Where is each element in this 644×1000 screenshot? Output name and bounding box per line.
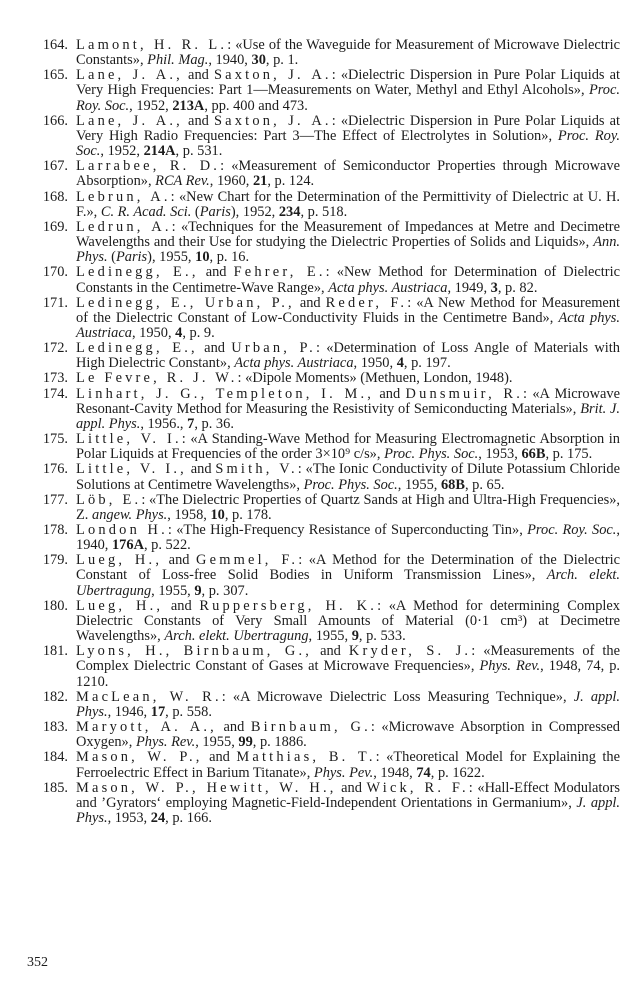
reference-number: 181. [42,643,68,660]
journal-title: Paris [115,249,148,266]
reference-entry [32,371,620,386]
author-name: Dunsmuir, R. [405,385,523,402]
citation-text: : «A Standing-Wave Method for Measuring Electromagnetic Absorption in Polar Liquids at Frequencies of the order 3×10⁹ c/s», [76,431,620,463]
citation-text: , 1953, [478,446,522,463]
volume-number: 9 [351,628,359,645]
reference-entry [32,220,620,265]
reference-text [76,523,620,553]
citation-text: , p. 197. [403,355,451,372]
author-name: Smith, V. [215,461,298,478]
reference-text [76,341,620,371]
reference-number: 169. [42,218,68,235]
reference-number: 173. [42,370,68,387]
reference-entry [32,68,620,113]
citation-text: , 1953, [107,809,151,826]
reference-entry [32,265,620,295]
reference-entry [32,114,620,159]
journal-title: Proc. Phys. Soc. [384,446,479,463]
reference-number: 185. [42,779,68,796]
reference-number: 165. [42,67,68,84]
volume-number: 99 [238,734,253,751]
citation-text: : «New Chart for the Determination of the Permittivity of Dielectric at U. H. F.», [76,188,620,220]
reference-text [76,68,620,113]
citation-text: , p. 307. [201,582,249,599]
reference-text [76,159,620,189]
journal-title: Proc. Roy. Soc. [527,522,617,538]
citation-text: , p. 522. [143,537,191,554]
volume-number: 17 [150,703,166,720]
author-name: Reder, F. [325,294,408,311]
volume-number: 24 [150,809,166,826]
reference-text [76,190,620,220]
reference-entry [32,38,620,68]
citation-text: : «Dielectric Dispersion in Pure Polar Liquids at Very High Frequencies: Part 1—Measurements on Water, Methyl and Ethyl Alcohols», [76,67,621,99]
author-name: Lueg, H., [76,597,164,614]
reference-entry [32,190,620,220]
author-name: Urban, P. [231,340,316,357]
citation-text: and [182,112,214,129]
reference-text [76,599,620,644]
reference-number: 172. [42,340,68,357]
reference-entry [32,720,620,750]
citation-text: : «Microwave Absorption in Compressed Oxygen», [76,719,620,751]
journal-title: Brit. J. appl. Phys. [76,400,620,432]
journal-title: Arch. elekt. Ubertragung [164,628,309,645]
journal-title: Phil. Mag. [147,52,209,69]
citation-text: : «Dielectric Dispersion in Pure Polar Liquids at Very High Radio Frequencies: Part 3—The Effect of Electrolytes in Solution», [76,112,621,144]
reference-number: 178. [42,522,68,538]
reference-text [76,296,620,341]
reference-entry [32,493,620,523]
author-name: Le Fevre, R. J. W. [76,370,238,387]
citation-text: , 1955, [308,628,352,645]
author-name: Maryott, A. A., [76,719,217,736]
citation-text: , 1960, [209,173,253,190]
citation-text: , 1955, [397,476,441,493]
author-name: Löb, E. [76,491,142,508]
author-name: Saxton, J. A. [213,67,332,84]
citation-text: , 1940, [208,52,252,69]
journal-title: Phys. Pev. [313,764,374,781]
citation-text: , p. 175. [545,446,593,463]
author-name: Mason, W. P., Hewitt, W. H., [76,779,337,796]
reference-text [76,720,620,750]
volume-number: 214A [143,143,176,160]
reference-text [76,265,620,295]
reference-number: 166. [42,112,68,129]
citation-text: , pp. 400 and 473. [204,97,308,114]
journal-title: RCA Rev. [155,173,210,190]
journal-title: angew. Phys. [92,506,168,523]
author-name: Ledrun, A. [76,218,172,235]
citation-text: ( [107,249,116,266]
author-name: Ledinegg, E., [76,264,199,281]
citation-text: , p. 531. [175,143,223,160]
volume-number: 176A [111,537,144,554]
reference-text [76,387,620,432]
journal-title: Proc. Phys. Soc. [303,476,398,493]
journal-title: Acta phys. Austriaca [76,309,620,341]
citation-text: and [182,67,214,84]
citation-text: : «Dipole Moments» (Methuen, London, 1948). [237,370,513,387]
reference-entry [32,599,620,644]
reference-entry [32,462,620,492]
citation-text: , 1956., [140,415,188,432]
reference-number: 180. [42,597,68,614]
citation-text: , 1955, [195,734,239,751]
reference-text [76,690,620,720]
reference-entry [32,781,620,826]
citation-text: and [336,779,367,796]
volume-number: 74 [416,764,431,781]
reference-number: 183. [42,719,68,736]
author-name: Birnbaum, G. [250,719,371,736]
citation-text: : «Hall-Effect Modulators and ’Gyrators‘ employing Magnetic-Field-Independent Orientations in Germanium», [76,779,621,811]
volume-number: 66B [521,446,546,463]
citation-text: , p. 558. [165,703,212,720]
citation-text: : «The High-Frequency Resistance of Superconducting Tin», [167,522,528,538]
author-name: Lyons, H., Birnbaum, G., [76,643,313,660]
author-name: Fehrer, E. [233,264,326,281]
citation-text: , 1950, [353,355,397,372]
reference-entry [32,750,620,780]
reference-number: 179. [42,552,68,569]
citation-text: , 1940, [76,522,620,554]
citation-text: : «Measurement of Semiconductor Properties through Microwave Absorption», [76,158,620,190]
author-name: Lueg, H., [76,552,163,569]
reference-entry [32,432,620,462]
reference-number: 164. [42,37,68,53]
author-name: Mason, W. P., [76,749,203,766]
reference-number: 167. [42,158,68,175]
reference-number: 182. [42,688,68,705]
author-name: Little, V. I., [76,461,187,478]
volume-number: 234 [278,203,301,220]
author-name: MacLean, W. R. [76,688,222,705]
citation-text: , 1958, [167,506,211,523]
author-name: Gemmel, F. [196,552,299,569]
citation-text: : «A Microwave Dielectric Loss Measuring Technique», [221,688,574,705]
citation-text: ( [191,203,200,220]
citation-text: , p. 533. [358,628,406,645]
volume-number: 213A [172,97,205,114]
author-name: Ledinegg, E., Urban, P., [76,294,295,311]
reference-entry [32,159,620,189]
citation-text: , p. 36. [194,415,234,432]
citation-text: : «A Method for the Determination of the Dielectric Constant of Loss-free Solid Bodies in Uniform Transmission Lines», [76,552,621,584]
citation-text: , 1952, [129,97,173,114]
citation-text: ), 1952, [230,203,279,220]
volume-number: 4 [175,324,183,341]
citation-text: and [197,340,232,357]
page-number: 352 [27,955,48,970]
citation-text: , p. 1622. [430,764,485,781]
author-name: Lane, J. A., [76,67,183,84]
journal-title: Acta phys. Austriaca [234,355,354,372]
citation-text: : «A New Method for Measurement of the Dielectric Constant of Low-Conductivity Fluids in the Centimetre Band», [76,294,620,326]
author-name: Lamont, H. R. L. [76,37,228,53]
citation-text: and [163,597,200,614]
citation-text: , p. 1. [265,52,299,69]
reference-number: 174. [42,385,68,402]
author-name: Larrabee, R. D. [76,158,221,175]
author-name: Ruppersberg, H. K. [199,597,378,614]
citation-text: : «A Method for determining Complex Dielectric Constants of Very Small Amounts of Material (0·1 cm³) at Decimetre Wavelengths», [76,597,620,645]
reference-text [76,371,620,386]
citation-text: : «Use of the Waveguide for Measurement of Microwave Dielectric Constants», [76,37,620,69]
reference-number: 176. [42,461,68,478]
citation-text: : «Theoretical Model for Explaining the Ferroelectric Effect in Barium Titanate», [76,749,620,781]
reference-entry [32,296,620,341]
citation-text: and [294,294,326,311]
volume-number: 3 [490,279,498,296]
volume-number: 9 [194,582,202,599]
author-name: Little, V. I. [76,431,182,448]
reference-number: 177. [42,491,68,508]
citation-text: , 1949, [447,279,491,296]
journal-title: Proc. Roy. Soc. [76,127,621,160]
author-name: Linhart, J. G., Templeton, I. M., [76,385,375,402]
volume-number: 10 [195,249,210,266]
reference-text [76,750,620,780]
journal-title: C. R. Acad. Sci. [100,203,192,220]
author-name: Lebrun, A. [76,188,171,205]
citation-text: , p. 166. [165,809,212,826]
reference-entry [32,387,620,432]
author-name: Ledinegg, E., [76,340,198,357]
reference-text [76,781,620,826]
volume-number: 30 [251,52,266,69]
citation-text: , p. 178. [224,506,272,523]
reference-entry [32,644,620,689]
volume-number: 7 [187,415,195,432]
author-name: Saxton, J. A. [213,112,332,129]
citation-text: , p. 16. [209,249,250,266]
citation-text: , 1948, 74, p. 1210. [76,658,620,690]
reference-text [76,493,620,523]
reference-text [76,462,620,492]
citation-text: , 1952, [100,143,144,160]
reference-text [76,38,620,68]
author-name: London H. [76,522,168,538]
citation-text: , p. 518. [300,203,348,220]
journal-title: Phys. Rev. [135,734,196,751]
citation-text: , p. 9. [182,324,215,341]
citation-text: and [162,552,197,569]
author-name: Lane, J. A., [76,112,183,129]
citation-text: , 1955, [151,582,195,599]
citation-text: and [198,264,234,281]
citation-text: and [202,749,237,766]
reference-text [76,220,620,265]
citation-text: and [186,461,216,478]
citation-text: : «New Method for Determination of Dielectric Constants in the Centimetre-Wave Range», [76,264,620,296]
author-name: Kryder, S. J. [348,643,472,660]
reference-entry [32,341,620,371]
reference-number: 184. [42,749,68,766]
reference-entry [32,690,620,720]
citation-text: : «Measurements of the Complex Dielectric Constant of Gases at Microwave Frequencies», [76,643,620,675]
citation-text: ), 1955, [147,249,196,266]
citation-text: and [216,719,251,736]
journal-title: Arch. elekt. Ubertragung [76,567,620,599]
journal-title: Paris [199,203,231,220]
reference-text [76,114,620,159]
citation-text: and [312,643,349,660]
author-name: Wick, R. F. [366,779,469,796]
reference-text [76,644,620,689]
citation-text: : «The Ionic Conductivity of Dilute Potassium Chloride Solutions at Centimetre Wavelengths», [76,461,620,493]
journal-title: Phys. Rev. [479,658,541,675]
citation-text: , p. 82. [497,279,538,296]
journal-title: J. appl. Phys. [76,794,621,826]
journal-title: Acta phys. Austriaca [328,279,448,296]
reference-number: 171. [42,294,68,311]
reference-list [32,38,620,826]
citation-text: : «Techniques for the Measurement of Impedances at Metre and Decimetre Wavelengths and their Use for studying the Dielectric Properties of Solids and Liquids», [76,218,620,251]
journal-title: J. appl. Phys. [76,688,620,720]
citation-text: , 1950, [131,324,176,341]
author-name: Matthias, B. T. [236,749,376,766]
reference-number: 170. [42,264,68,281]
volume-number: 68B [440,476,465,493]
citation-text: , p. 124. [267,173,315,190]
reference-entry [32,553,620,598]
volume-number: 10 [210,506,225,523]
volume-number: 21 [252,173,268,190]
reference-text [76,432,620,462]
reference-entry [32,523,620,553]
citation-text: : «A Microwave Resonant-Cavity Method for Measuring the Resistivity of Semiconducting Materials», [76,385,620,417]
citation-text: , 1946, [107,703,151,720]
citation-text: : «Determination of Loss Angle of Materials with High Dielectric Constant», [76,340,620,372]
volume-number: 4 [396,355,404,372]
reference-text [76,553,620,598]
journal-title: Proc. Roy. Soc. [76,82,620,114]
citation-text: , p. 65. [464,476,505,493]
reference-number: 175. [42,431,68,448]
citation-text: and [374,385,406,402]
reference-number: 168. [42,188,68,205]
citation-text: , p. 1886. [252,734,307,751]
journal-title: Ann. Phys. [76,234,620,266]
citation-text: , 1948, [373,764,417,781]
citation-text: : «The Dielectric Properties of Quartz Sands at High and Ultra-High Frequencies», Z. [76,491,620,523]
